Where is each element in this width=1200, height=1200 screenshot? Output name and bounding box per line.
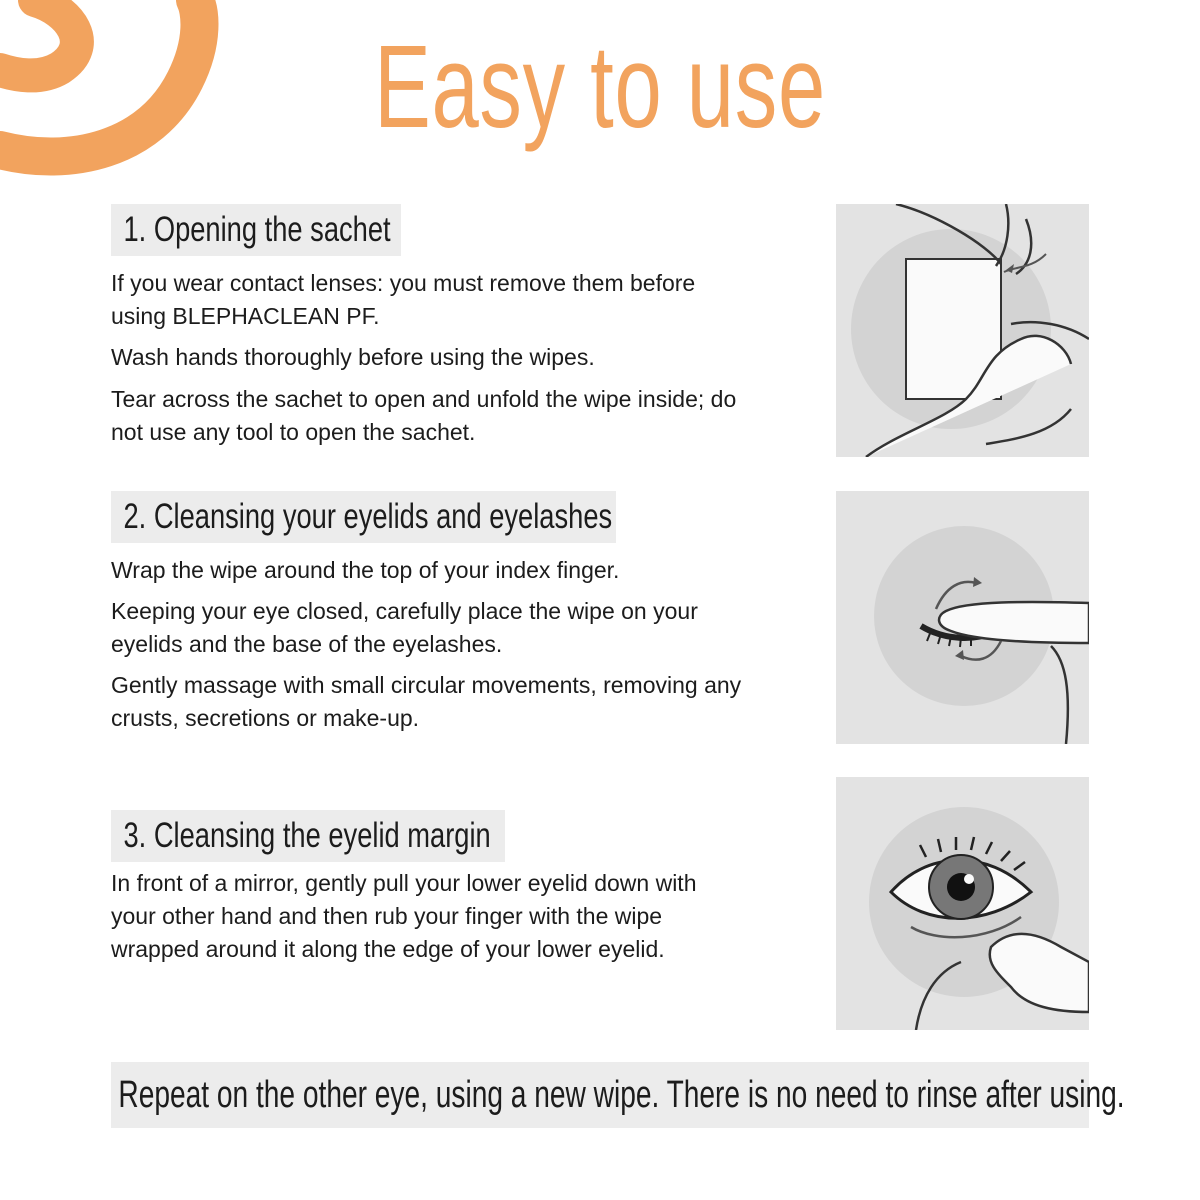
step-3-heading: 3. Cleansing the eyelid margin: [111, 810, 505, 862]
step-2-paragraph-1: Wrap the wipe around the top of your index finger.: [111, 557, 620, 583]
page-title: Easy to use: [374, 21, 826, 153]
footer-note: Repeat on the other eye, using a new wipe. There is no need to rinse after using.: [111, 1062, 1089, 1128]
step-3-paragraph-1: In front of a mirror, gently pull your lower eyelid down with your other hand and then rub your finger with the wipe wrapped around it along the edge of your lower eyelid.: [111, 870, 697, 962]
eyelid-margin-illustration: [836, 777, 1089, 1030]
eyelid-cleansing-illustration: [836, 491, 1089, 744]
step-2-heading: 2. Cleansing your eyelids and eyelashes: [111, 491, 616, 543]
step-1-paragraph-2: Wash hands thoroughly before using the wipes.: [111, 344, 595, 370]
step-2-paragraph-3: Gently massage with small circular movements, removing any crusts, secretions or make-up.: [111, 672, 742, 731]
sachet-opening-illustration: [836, 204, 1089, 457]
step-2-paragraph-2: Keeping your eye closed, carefully place the wipe on your eyelids and the base of the eyelashes.: [111, 598, 698, 657]
step-1-paragraph-3: Tear across the sachet to open and unfold the wipe inside; do not use any tool to open the sachet.: [111, 386, 737, 445]
step-1-heading: 1. Opening the sachet: [111, 204, 401, 256]
step-1-paragraph-1: If you wear contact lenses: you must remove them before using BLEPHACLEAN PF.: [111, 270, 696, 329]
